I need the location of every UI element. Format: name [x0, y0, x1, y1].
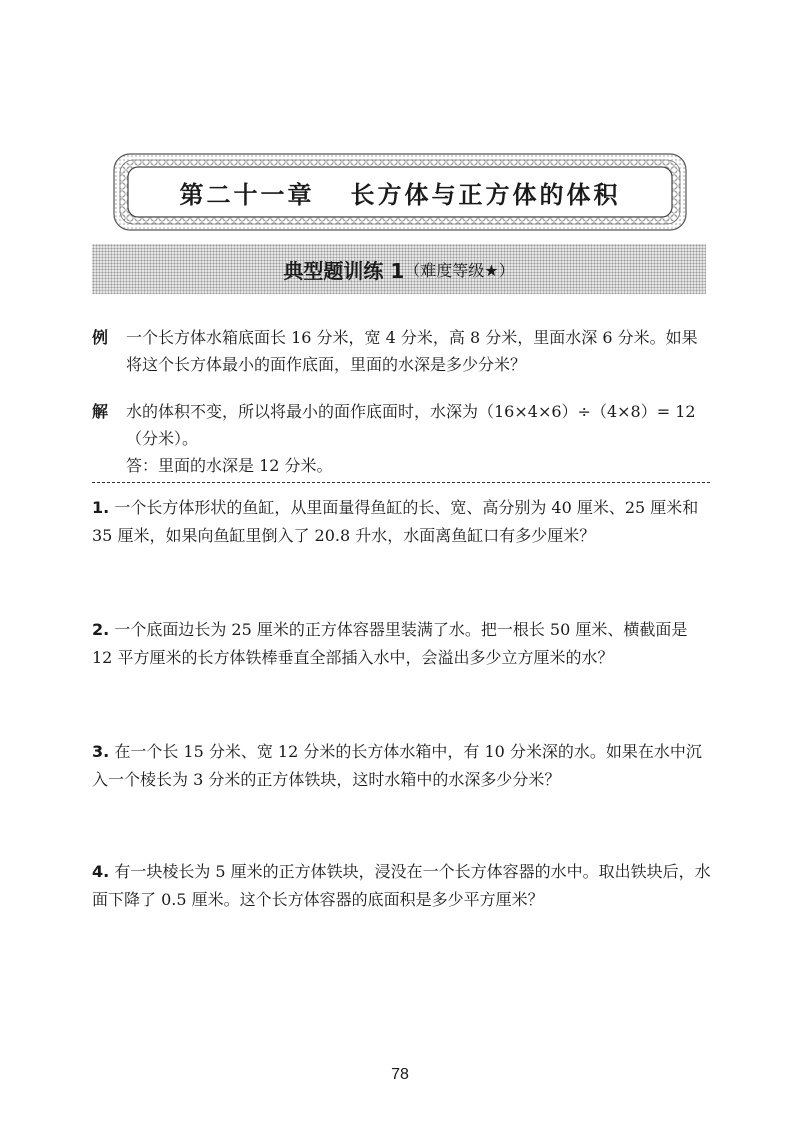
problem-number: 4.: [92, 862, 110, 881]
example-block: [92, 324, 712, 378]
solution-text: 水的体积不变，所以将最小的面作底面时，水深为（16×4×6）÷（4×8）= 12（分米）。: [126, 402, 696, 448]
page-number: 78: [391, 1066, 409, 1083]
chapter-name: 长方体与正方体的体积: [350, 180, 621, 209]
chapter-title: [110, 150, 690, 234]
solution-label: 解: [92, 402, 109, 421]
solution-block: [92, 398, 712, 479]
problem-item: [92, 738, 712, 794]
problem-number: 1.: [92, 498, 110, 517]
problem-text: 有一块棱长为 5 厘米的正方体铁块，浸没在一个长方体容器的水中。取出铁块后，水面下降了 0.5 厘米。这个长方体容器的底面积是多少平方厘米？: [92, 862, 711, 909]
problem-item: [92, 616, 712, 672]
problem-number: 3.: [92, 742, 110, 761]
section-header: [92, 244, 706, 294]
example-label: 例: [92, 328, 109, 347]
problem-text: 在一个长 15 分米、宽 12 分米的长方体水箱中，有 10 分米深的水。如果在水中沉入一个棱长为 3 分米的正方体铁块，这时水箱中的水深多少分米？: [92, 742, 702, 789]
problem-text: 一个底面边长为 25 厘米的正方体容器里装满了水。把一根长 50 厘米、横截面是 12 平方厘米的长方体铁棒垂直全部插入水中，会溢出多少立方厘米的水？: [92, 620, 688, 667]
divider: [92, 482, 710, 483]
problem-item: [92, 858, 712, 914]
problem-item: [92, 494, 712, 550]
problem-number: 2.: [92, 620, 110, 639]
problem-text: 一个长方体形状的鱼缸，从里面量得鱼缸的长、宽、高分别为 40 厘米、25 厘米和 35 厘米，如果向鱼缸里倒入了 20.8 升水，水面离鱼缸口有多少厘米？: [92, 498, 699, 545]
chapter-banner: [110, 150, 690, 234]
difficulty-label: （难度等级★）: [404, 260, 515, 280]
chapter-number: 第二十一章: [179, 180, 315, 209]
section-title: 典型题训练 1: [283, 258, 405, 283]
example-text: 一个长方体水箱底面长 16 分米，宽 4 分米，高 8 分米，里面水深 6 分米。如果将这个长方体最小的面作底面，里面的水深是多少分米？: [126, 328, 698, 374]
solution-answer: 答：里面的水深是 12 分米。: [126, 456, 333, 475]
